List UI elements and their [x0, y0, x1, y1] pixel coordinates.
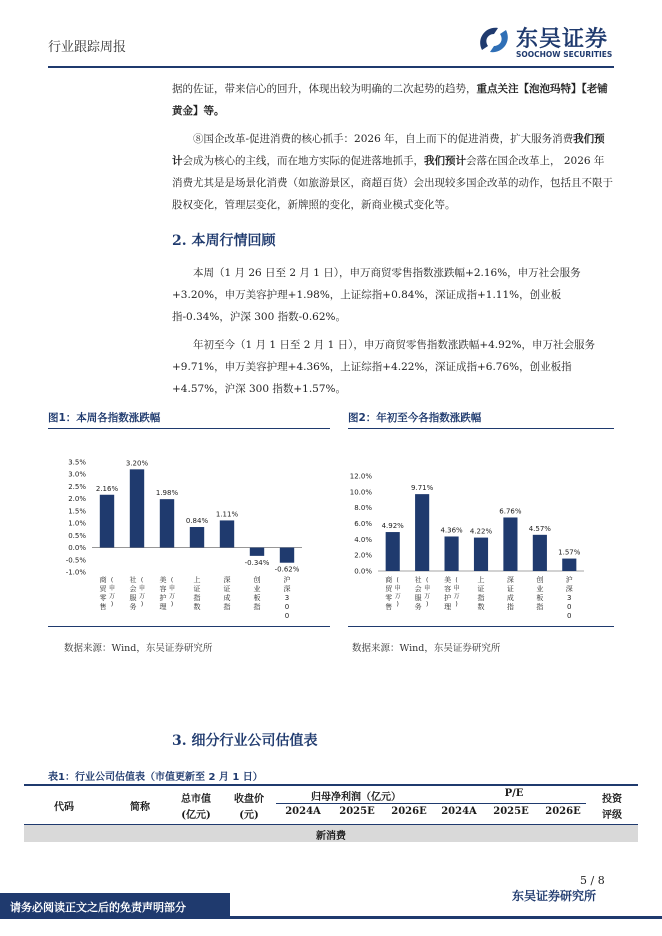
category-char: 贸 — [99, 585, 107, 593]
category-char: 深 — [506, 576, 514, 584]
chart-weekly-change — [48, 432, 330, 624]
brand-logo — [474, 20, 624, 64]
category-sub-char: 万 — [138, 593, 146, 600]
y-tick-label: 4.0% — [354, 535, 372, 544]
th-year-1: 2024A — [285, 806, 321, 817]
th-year-2: 2025E — [339, 806, 375, 817]
category-char: 0 — [567, 612, 572, 620]
category-sub-char: ( — [170, 577, 174, 584]
th-code: 代码 — [54, 802, 74, 813]
category-sub-char: ) — [396, 601, 399, 608]
section-2-title: 2. 本周行情回顾 — [172, 233, 276, 249]
category-sub-label — [109, 577, 115, 608]
category-char: 业 — [536, 585, 544, 593]
th-year-4: 2024A — [441, 806, 477, 817]
category-label — [194, 575, 201, 611]
data-label: 4.92% — [381, 522, 404, 531]
bar — [220, 520, 234, 547]
category-char: 创 — [253, 576, 261, 584]
category-char: 业 — [253, 585, 261, 593]
category-sub-char: 申 — [138, 585, 146, 592]
figure-1-top-rule — [48, 428, 330, 429]
category-sub-char: ) — [110, 601, 114, 608]
category-sub-char: ) — [455, 601, 458, 608]
category-char: 贸 — [385, 585, 393, 593]
figure-2-source: 数据来源：Wind，东吴证券研究所 — [352, 643, 501, 654]
category-char: 板 — [253, 594, 261, 602]
category-label — [444, 575, 451, 611]
category-char: 售 — [385, 603, 393, 611]
bar — [445, 536, 459, 571]
intro-p2-emph-1: 我们预计 — [172, 133, 605, 167]
category-sub-char: ) — [425, 601, 429, 608]
figure-2-top-rule — [348, 428, 614, 429]
category-sub-char: ( — [396, 577, 399, 584]
data-label: 1.57% — [558, 548, 581, 557]
y-tick-label: 0.0% — [68, 544, 86, 553]
category-char: 社 — [129, 576, 137, 584]
intro-paragraph-2 — [172, 128, 614, 216]
category-char: 创 — [536, 576, 544, 584]
section-3-title: 3. 细分行业公司估值表 — [172, 733, 318, 749]
th-year-3: 2026E — [391, 806, 427, 817]
intro-p2-text-c: 会成为核心的主线，而在地方实际的促进落地抓手， — [182, 155, 424, 167]
category-char: 指 — [477, 594, 485, 602]
th-pe-group: P/E — [504, 788, 524, 799]
data-label: 1.11% — [215, 510, 239, 519]
category-char: 成 — [223, 594, 231, 602]
data-label: 1.98% — [155, 489, 179, 498]
category-char: 理 — [444, 603, 452, 611]
bar — [190, 527, 204, 548]
data-label: 9.71% — [411, 484, 434, 493]
category-char: 护 — [159, 594, 167, 602]
category-sub-char: ( — [140, 577, 144, 584]
th-mktcap-unit: (亿元) — [181, 810, 211, 821]
category-label: 新消费 — [316, 831, 346, 842]
th-price: 收盘价 — [234, 794, 264, 805]
category-char: 上 — [193, 576, 201, 584]
figure-1-bottom-rule — [48, 626, 330, 627]
category-sub-label — [395, 577, 401, 608]
category-char: 零 — [385, 594, 393, 602]
figure-1-caption: 图1：本周各指数涨跌幅 — [48, 412, 161, 424]
ytd-review-paragraph: 年初至今（1 月 1 日至 2 月 1 日），申万商贸零售指数涨跌幅+4.92%，申万社会服务+9.71%，申万美容护理+4.36%，上证综指+4.22%，深证成指+6.76%，创业板指+4.57%，沪深 300 指数+1.57%。 — [172, 339, 595, 395]
y-tick-label: -1.0% — [65, 568, 86, 577]
category-char: 售 — [99, 603, 107, 611]
category-sub-char: 申 — [424, 585, 431, 592]
category-sub-char: 万 — [108, 593, 116, 600]
category-char: 深 — [565, 585, 573, 593]
table-1-caption: 表1：行业公司估值表（市值更新至 2 月 1 日） — [48, 772, 263, 783]
y-tick-label: 6.0% — [354, 520, 372, 528]
th-rating-2: 评级 — [602, 810, 622, 821]
category-label — [536, 575, 543, 611]
category-label — [385, 575, 393, 611]
category-char: 容 — [444, 585, 452, 593]
category-sub-char: 申 — [453, 585, 460, 592]
category-char: 证 — [223, 585, 231, 593]
y-tick-label: 1.5% — [68, 507, 86, 516]
category-label — [507, 576, 514, 611]
category-label — [160, 575, 167, 611]
category-char: 指 — [536, 603, 544, 611]
bar — [100, 495, 114, 548]
category-char: 指 — [506, 603, 514, 611]
category-sub-label — [424, 577, 430, 608]
y-tick-label: 2.0% — [68, 495, 86, 504]
category-char: 服 — [414, 594, 422, 602]
header-divider — [48, 66, 614, 68]
category-sub-char: 万 — [453, 593, 460, 600]
intro-p1-text: 据的佐证，带来信心的回升，体现出较为明确的二次起势的趋势， — [172, 83, 477, 95]
data-label: -0.62% — [274, 565, 300, 574]
category-label — [254, 575, 261, 611]
category-char: 0 — [567, 603, 572, 611]
category-sub-char: 万 — [168, 593, 176, 600]
category-char: 3 — [284, 594, 290, 602]
th-name: 简称 — [130, 802, 150, 813]
category-char: 沪 — [283, 576, 291, 584]
category-char: 指 — [193, 594, 201, 602]
th-price-unit: (元) — [239, 810, 259, 821]
disclaimer-bar — [0, 893, 230, 919]
footer-institute: 东吴证券研究所 — [512, 889, 597, 903]
data-label: 4.57% — [528, 524, 551, 533]
bar — [386, 532, 400, 571]
category-sub-char: 申 — [108, 585, 116, 592]
bar — [533, 535, 547, 571]
category-char: 上 — [477, 576, 485, 584]
data-label: 2.16% — [95, 484, 119, 493]
bar — [130, 469, 144, 547]
category-char: 深 — [223, 576, 231, 584]
category-char: 数 — [193, 603, 201, 611]
y-tick-label: 0.5% — [68, 531, 86, 540]
category-sub-char: ) — [140, 601, 144, 608]
category-char: 证 — [477, 585, 485, 593]
category-sub-label — [454, 577, 460, 608]
figure-1-source: 数据来源：Wind，东吴证券研究所 — [64, 643, 213, 654]
data-label: 6.76% — [499, 507, 522, 516]
category-char: 深 — [283, 585, 291, 593]
y-tick-label: 3.5% — [68, 458, 86, 467]
category-char: 0 — [284, 603, 290, 611]
category-char: 证 — [506, 585, 514, 593]
y-tick-label: 2.0% — [354, 551, 372, 560]
category-char: 会 — [129, 585, 137, 593]
y-tick-label: 10.0% — [349, 488, 372, 497]
category-label — [415, 575, 422, 611]
th-rating: 投资 — [602, 794, 622, 805]
category-char: 服 — [129, 594, 137, 602]
bar — [474, 538, 488, 571]
category-char: 沪 — [565, 576, 573, 584]
intro-p2-emph-2: 我们预计 — [424, 155, 466, 167]
intro-paragraph-1 — [172, 78, 614, 122]
category-char: 务 — [414, 603, 422, 611]
weekly-review-paragraph: 本周（1 月 26 日至 2 月 1 日），申万商贸零售指数涨跌幅+2.16%，申万社会服务+3.20%，申万美容护理+1.98%，上证综指+0.84%，深证成指+1.11%，创业板指-0.34%，沪深 300 指数-0.62%。 — [172, 267, 581, 323]
category-sub-char: 申 — [394, 585, 401, 592]
soochow-logo-icon — [474, 20, 514, 60]
chart-ytd-change — [348, 432, 614, 624]
category-char: 成 — [506, 594, 514, 602]
category-sub-char: 万 — [424, 593, 431, 600]
table-top-rule — [24, 784, 638, 786]
bar — [415, 494, 429, 571]
data-label: 3.20% — [125, 459, 149, 468]
bar — [280, 548, 294, 563]
table-subheader-rule — [276, 803, 586, 804]
data-label: -0.34% — [244, 558, 270, 567]
category-char: 理 — [159, 603, 167, 611]
data-label: 4.22% — [469, 527, 493, 536]
category-label — [130, 575, 137, 611]
category-sub-char: ( — [455, 577, 458, 584]
category-sub-char: ( — [110, 577, 114, 584]
category-char: 指 — [223, 603, 231, 611]
data-label: 0.84% — [185, 517, 209, 526]
brand-name-cn: 东吴证券 — [516, 27, 609, 52]
page-number: 5 / 8 — [580, 874, 605, 887]
y-tick-label: 2.5% — [68, 482, 86, 491]
th-net-profit-group: 归母净利润（亿元） — [311, 792, 401, 803]
y-tick-label: 0.0% — [354, 567, 372, 576]
category-char: 零 — [99, 594, 107, 602]
brand-name-en: SOOCHOW SECURITIES — [516, 50, 613, 59]
category-char: 社 — [414, 576, 422, 584]
category-char: 商 — [385, 576, 393, 584]
category-label — [100, 575, 108, 611]
category-sub-char: 万 — [394, 593, 401, 600]
bar — [503, 517, 517, 571]
category-sub-char: ) — [170, 601, 174, 608]
th-mktcap: 总市值 — [181, 794, 211, 805]
category-sub-char: ( — [425, 577, 429, 584]
category-char: 板 — [536, 594, 544, 602]
figure-2-caption: 图2：年初至今各指数涨跌幅 — [348, 412, 482, 424]
category-char: 3 — [567, 594, 572, 602]
y-tick-label: 12.0% — [349, 472, 372, 481]
category-char: 商 — [99, 576, 107, 584]
bar — [250, 548, 264, 556]
category-char: 数 — [477, 603, 485, 611]
y-tick-label: 8.0% — [354, 504, 372, 513]
y-tick-label: 1.0% — [68, 519, 86, 528]
category-char: 容 — [159, 585, 167, 593]
th-year-6: 2026E — [545, 806, 581, 817]
category-char: 0 — [284, 612, 290, 620]
bar — [562, 559, 576, 571]
category-sub-label — [169, 577, 175, 608]
category-char: 会 — [414, 585, 422, 593]
category-char: 美 — [444, 576, 452, 584]
category-sub-char: 申 — [168, 585, 176, 592]
y-tick-label: 3.0% — [68, 470, 86, 479]
intro-p2-text-e: 会落在国企改革上， 2026 年消费尤其是是场景化消费（如旅游景区，商超百货）会出现较多国企改革的动作，包括且不限于股权变化，管理层变化，新牌照的变化，新商业模式变化等。 — [172, 155, 613, 211]
category-char: 护 — [444, 594, 452, 602]
category-label — [566, 575, 573, 620]
th-year-5: 2025E — [493, 806, 529, 817]
category-char: 务 — [129, 603, 137, 611]
category-char: 证 — [193, 585, 201, 593]
category-label — [478, 575, 485, 611]
intro-p2-text-a: ⑧国企改革-促进消费的核心抓手：2026 年，自上而下的促进消费，扩大服务消费 — [193, 133, 574, 145]
figure-2-bottom-rule — [348, 626, 614, 627]
category-char: 指 — [253, 603, 261, 611]
data-label: 4.36% — [440, 526, 463, 535]
category-label — [284, 575, 291, 620]
footer-rule — [230, 916, 662, 919]
table-category-row — [24, 825, 638, 842]
category-label — [224, 576, 231, 611]
report-type: 行业跟踪周报 — [48, 40, 127, 55]
bar — [160, 499, 174, 547]
category-sub-label — [139, 577, 145, 608]
disclaimer-text: 请务必阅读正文之后的免责声明部分 — [10, 901, 186, 914]
category-char: 美 — [159, 576, 167, 584]
intro-p1-focus: 重点关注【泡泡玛特】【老铺黄金】等。 — [172, 83, 608, 117]
y-tick-label: -0.5% — [65, 556, 86, 565]
